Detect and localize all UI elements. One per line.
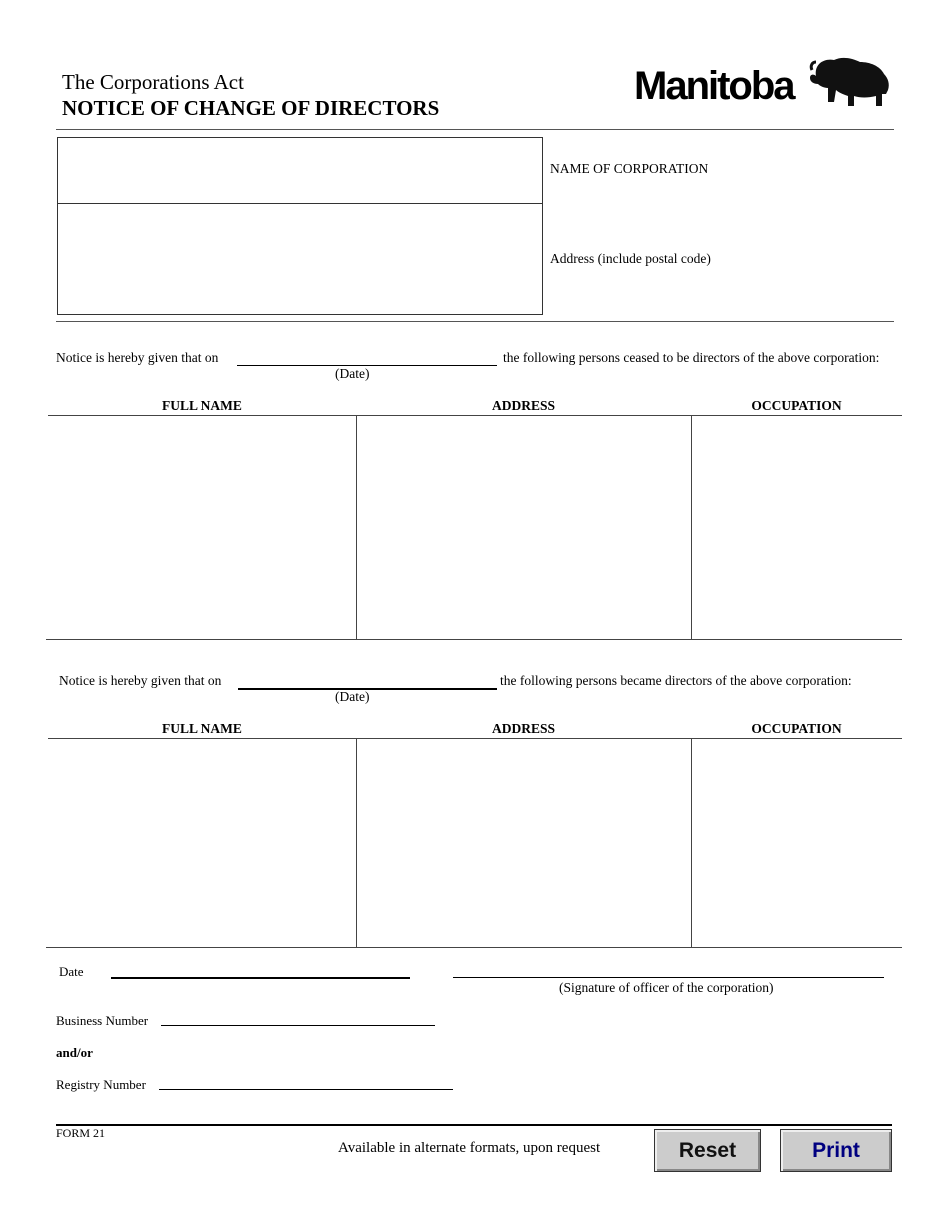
ceased-date-caption: (Date) [335,366,370,381]
corporation-name-field[interactable] [58,138,542,203]
became-notice-suffix: the following persons became directors of the above corporation: [500,673,852,688]
act-title: The Corporations Act [62,70,244,94]
form-title: NOTICE OF CHANGE OF DIRECTORS [62,96,440,120]
reset-button[interactable]: Reset [654,1129,761,1172]
ceased-occupation-field[interactable] [692,416,902,639]
became-col-occupation: OCCUPATION [751,721,842,736]
corporation-box [57,137,543,315]
ceased-col-address: ADDRESS [491,398,556,413]
business-number-field[interactable] [161,1010,435,1026]
became-date-caption: (Date) [335,689,370,704]
signature-caption: (Signature of officer of the corporation) [559,980,774,995]
ceased-notice-prefix: Notice is hereby given that on [56,350,219,365]
logo-text: Manitoba [634,64,794,108]
corporation-name-label: NAME OF CORPORATION [550,161,709,176]
became-occupation-field[interactable] [692,739,902,947]
ceased-address-field[interactable] [357,416,691,639]
header-rule [56,129,894,130]
manitoba-logo [634,54,892,110]
signature-date-field[interactable] [111,960,410,979]
ceased-notice-suffix: the following persons ceased to be directors of the above corporation: [503,350,880,365]
became-table-bottom [46,947,902,948]
became-notice-prefix: Notice is hereby given that on [59,673,222,688]
alternate-formats-note: Available in alternate formats, upon request [338,1140,601,1156]
ceased-date-field[interactable] [237,348,497,366]
corporation-address-field[interactable] [58,204,542,314]
ceased-full-name-field[interactable] [48,416,356,639]
corporation-address-label: Address (include postal code) [550,251,711,266]
registry-number-field[interactable] [159,1074,453,1090]
print-button[interactable]: Print [780,1129,892,1172]
ceased-col-full-name: FULL NAME [162,398,242,413]
became-date-field[interactable] [238,671,497,690]
section-rule [56,321,894,322]
date-label: Date [59,964,84,979]
became-col-full-name: FULL NAME [162,721,242,736]
signature-field[interactable] [453,960,884,978]
form-id: FORM 21 [56,1126,106,1140]
became-col-address: ADDRESS [491,721,556,736]
became-address-field[interactable] [357,739,691,947]
footer-rule [56,1124,892,1126]
ceased-col-occupation: OCCUPATION [751,398,842,413]
business-number-label: Business Number [56,1013,149,1028]
and-or-label: and/or [56,1045,93,1060]
ceased-table-bottom [46,639,902,640]
bison-icon [808,54,892,110]
registry-number-label: Registry Number [56,1077,146,1092]
became-full-name-field[interactable] [48,739,356,947]
